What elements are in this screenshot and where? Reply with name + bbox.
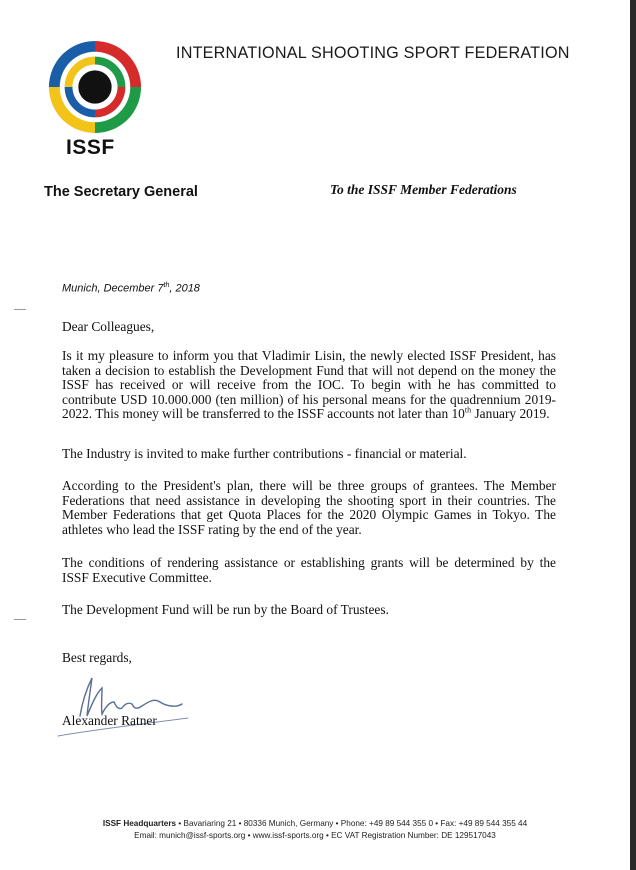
footer-contact: Email: munich@issf-sports.org • www.issf-sports.org • EC VAT Registration Number: DE 129517043: [134, 831, 496, 840]
paragraph-4: The conditions of rendering assistance or establishing grants will be determined by the ISSF Executive Committee.: [62, 555, 556, 585]
signatory-name: Alexander Ratner: [62, 713, 157, 728]
logo-wordmark: ISSF: [66, 136, 115, 159]
logo-bullseye: [78, 70, 111, 103]
scan-edge: [630, 0, 636, 870]
sender-department: The Secretary General: [44, 184, 198, 200]
footer-address: ISSF Headquarters • Bavariaring 21 • 80336 Munich, Germany • Phone: +49 89 544 355 0 • Fax: +49 89 544 355 44: [102, 819, 528, 828]
paragraph-2: The Industry is invited to make further contributions - financial or material.: [62, 446, 467, 461]
fold-mark: [14, 619, 26, 620]
paragraph-5: The Development Fund will be run by the Board of Trustees.: [62, 602, 389, 617]
fold-mark: [14, 309, 26, 310]
closing: Best regards,: [62, 650, 132, 665]
salutation: Dear Colleagues,: [62, 319, 155, 334]
letter-date: Munich, December 7th, 2018: [62, 282, 200, 295]
recipient-line: To the ISSF Member Federations: [330, 182, 517, 197]
organization-name: INTERNATIONAL SHOOTING SPORT FEDERATION: [176, 44, 570, 62]
paragraph-3: According to the President's plan, there will be three groups of grantees. The Member Federations that need assistance in developing the shooting sport in their countries. The Member Federations that get Quota Places for the 2020 Olympic Games in Tokyo. The athletes who lead the ISSF rating by the end of the year.: [62, 478, 556, 537]
issf-logo-rings-icon: [46, 38, 144, 136]
paragraph-1: Is it my pleasure to inform you that Vladimir Lisin, the newly elected ISSF President, has taken a decision to establish the Development Fund that will not depend on the money the ISSF has received or will receive from the IOC. To begin with he has committed to contribute USD 10.000.000 (ten million) of his personal means for the quadrennium 2019-2022. This money will be transferred to the ISSF accounts not later than 10th January 2019.: [62, 348, 556, 421]
